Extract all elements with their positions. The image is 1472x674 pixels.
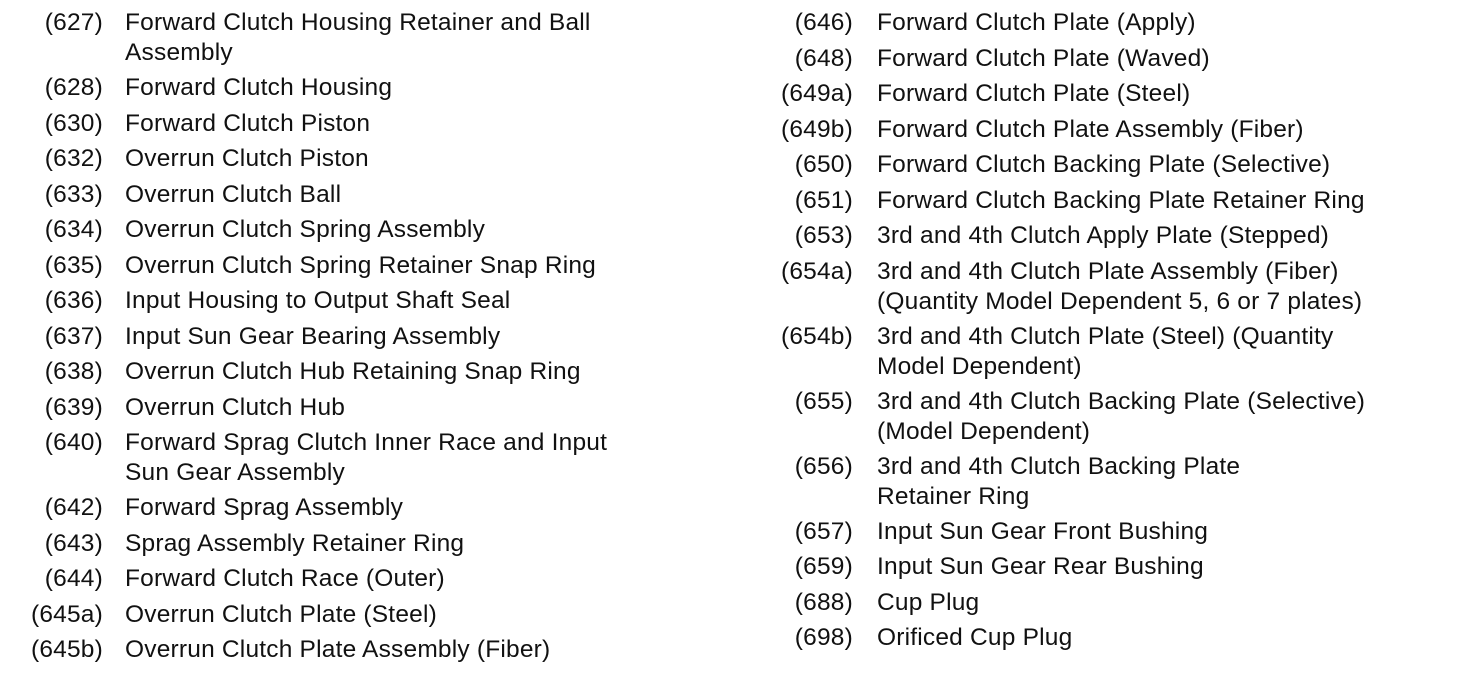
- item-number: (646): [794, 9, 853, 36]
- item-number: (640): [44, 429, 103, 456]
- item-number: (645b): [30, 636, 103, 663]
- item-label: 3rd and 4th Clutch Plate (Steel) (Quantity Model Dependent): [877, 322, 1334, 380]
- item-number: (633): [44, 180, 103, 208]
- item-number: (645a): [30, 600, 103, 628]
- list-item: [8, 8, 708, 68]
- list-item: [760, 150, 1460, 180]
- item-label: Input Housing to Output Shaft Seal: [125, 287, 511, 314]
- item-label: Forward Clutch Backing Plate Retainer Ring: [877, 186, 1365, 214]
- list-item: [760, 79, 1460, 109]
- item-label: Sprag Assembly Retainer Ring: [125, 529, 465, 557]
- list-item: [8, 393, 708, 423]
- item-number: (634): [44, 216, 103, 243]
- list-item: [8, 357, 708, 387]
- right-parts-list: [760, 8, 1460, 659]
- list-item: [760, 186, 1460, 216]
- item-number: (627): [44, 9, 103, 36]
- item-label: Forward Clutch Piston: [125, 109, 371, 137]
- list-item: [8, 322, 708, 352]
- item-label: Forward Clutch Backing Plate (Selective): [877, 151, 1331, 178]
- list-item: [8, 635, 708, 665]
- list-item: [760, 322, 1460, 382]
- list-item: [760, 8, 1460, 38]
- item-number: (657): [794, 517, 853, 545]
- item-number: (654b): [780, 322, 853, 350]
- list-item: [8, 564, 708, 594]
- item-label: 3rd and 4th Clutch Backing Plate (Selective) (Model Dependent): [877, 387, 1366, 445]
- item-label: 3rd and 4th Clutch Backing Plate Retainer Ring: [877, 452, 1241, 510]
- list-item: [8, 529, 708, 559]
- item-number: (644): [44, 565, 103, 592]
- list-item: [8, 73, 708, 103]
- item-label: Cup Plug: [877, 588, 980, 616]
- list-item: [760, 387, 1460, 447]
- item-label: Forward Sprag Clutch Inner Race and Input Sun Gear Assembly: [125, 429, 608, 486]
- item-number: (655): [794, 387, 853, 415]
- item-number: (636): [44, 287, 103, 314]
- item-number: (648): [794, 44, 853, 72]
- item-label: Overrun Clutch Plate (Steel): [125, 600, 437, 628]
- list-item: [760, 517, 1460, 547]
- list-item: [8, 286, 708, 316]
- item-number: (632): [44, 145, 103, 172]
- item-label: Forward Clutch Housing: [125, 74, 393, 101]
- item-label: Input Sun Gear Bearing Assembly: [125, 322, 501, 350]
- list-item: [760, 257, 1460, 317]
- item-number: (639): [44, 393, 103, 421]
- item-label: 3rd and 4th Clutch Plate Assembly (Fiber) (Quantity Model Dependent 5, 6 or 7 plates): [877, 257, 1363, 315]
- list-item: [760, 221, 1460, 251]
- item-number: (637): [44, 322, 103, 350]
- item-number: (656): [794, 452, 853, 480]
- item-label: Forward Clutch Plate (Apply): [877, 9, 1196, 36]
- item-label: Overrun Clutch Spring Assembly: [125, 216, 486, 243]
- item-label: Forward Clutch Plate Assembly (Fiber): [877, 115, 1304, 143]
- list-item: [760, 588, 1460, 618]
- list-item: [760, 115, 1460, 145]
- item-number: (654a): [780, 257, 853, 285]
- item-label: Forward Clutch Race (Outer): [125, 565, 445, 592]
- item-number: (688): [794, 588, 853, 616]
- item-label: Overrun Clutch Spring Retainer Snap Ring: [125, 251, 597, 279]
- item-label: Overrun Clutch Hub: [125, 393, 346, 421]
- item-number: (643): [44, 529, 103, 557]
- item-label: Forward Clutch Plate (Steel): [877, 80, 1191, 107]
- list-item: [8, 215, 708, 245]
- list-item: [8, 109, 708, 139]
- item-label: Overrun Clutch Plate Assembly (Fiber): [125, 636, 551, 663]
- list-item: [8, 144, 708, 174]
- item-number: (628): [44, 74, 103, 101]
- item-number: (642): [44, 494, 103, 521]
- list-item: [8, 180, 708, 210]
- list-item: [760, 452, 1460, 512]
- item-number: (698): [794, 624, 853, 651]
- list-item: [760, 552, 1460, 582]
- item-number: (638): [44, 358, 103, 385]
- list-item: [8, 251, 708, 281]
- item-number: (630): [44, 109, 103, 137]
- item-label: Input Sun Gear Rear Bushing: [877, 553, 1204, 580]
- item-number: (650): [794, 151, 853, 178]
- item-number: (635): [44, 251, 103, 279]
- item-label: Overrun Clutch Hub Retaining Snap Ring: [125, 358, 581, 385]
- item-label: Input Sun Gear Front Bushing: [877, 517, 1209, 545]
- item-label: Forward Clutch Housing Retainer and Ball Assembly: [125, 9, 591, 66]
- item-label: Orificed Cup Plug: [877, 624, 1073, 651]
- left-parts-list: [8, 8, 708, 671]
- item-number: (659): [794, 553, 853, 580]
- list-item: [760, 623, 1460, 653]
- item-number: (649a): [780, 80, 853, 107]
- item-label: Overrun Clutch Ball: [125, 180, 342, 208]
- item-number: (651): [794, 186, 853, 214]
- list-item: [8, 600, 708, 630]
- item-label: Forward Sprag Assembly: [125, 494, 404, 521]
- item-number: (649b): [780, 115, 853, 143]
- item-label: Forward Clutch Plate (Waved): [877, 44, 1210, 72]
- item-number: (653): [794, 222, 853, 249]
- item-label: Overrun Clutch Piston: [125, 145, 369, 172]
- item-label: 3rd and 4th Clutch Apply Plate (Stepped): [877, 222, 1330, 249]
- list-item: [760, 44, 1460, 74]
- list-item: [8, 428, 708, 488]
- list-item: [8, 493, 708, 523]
